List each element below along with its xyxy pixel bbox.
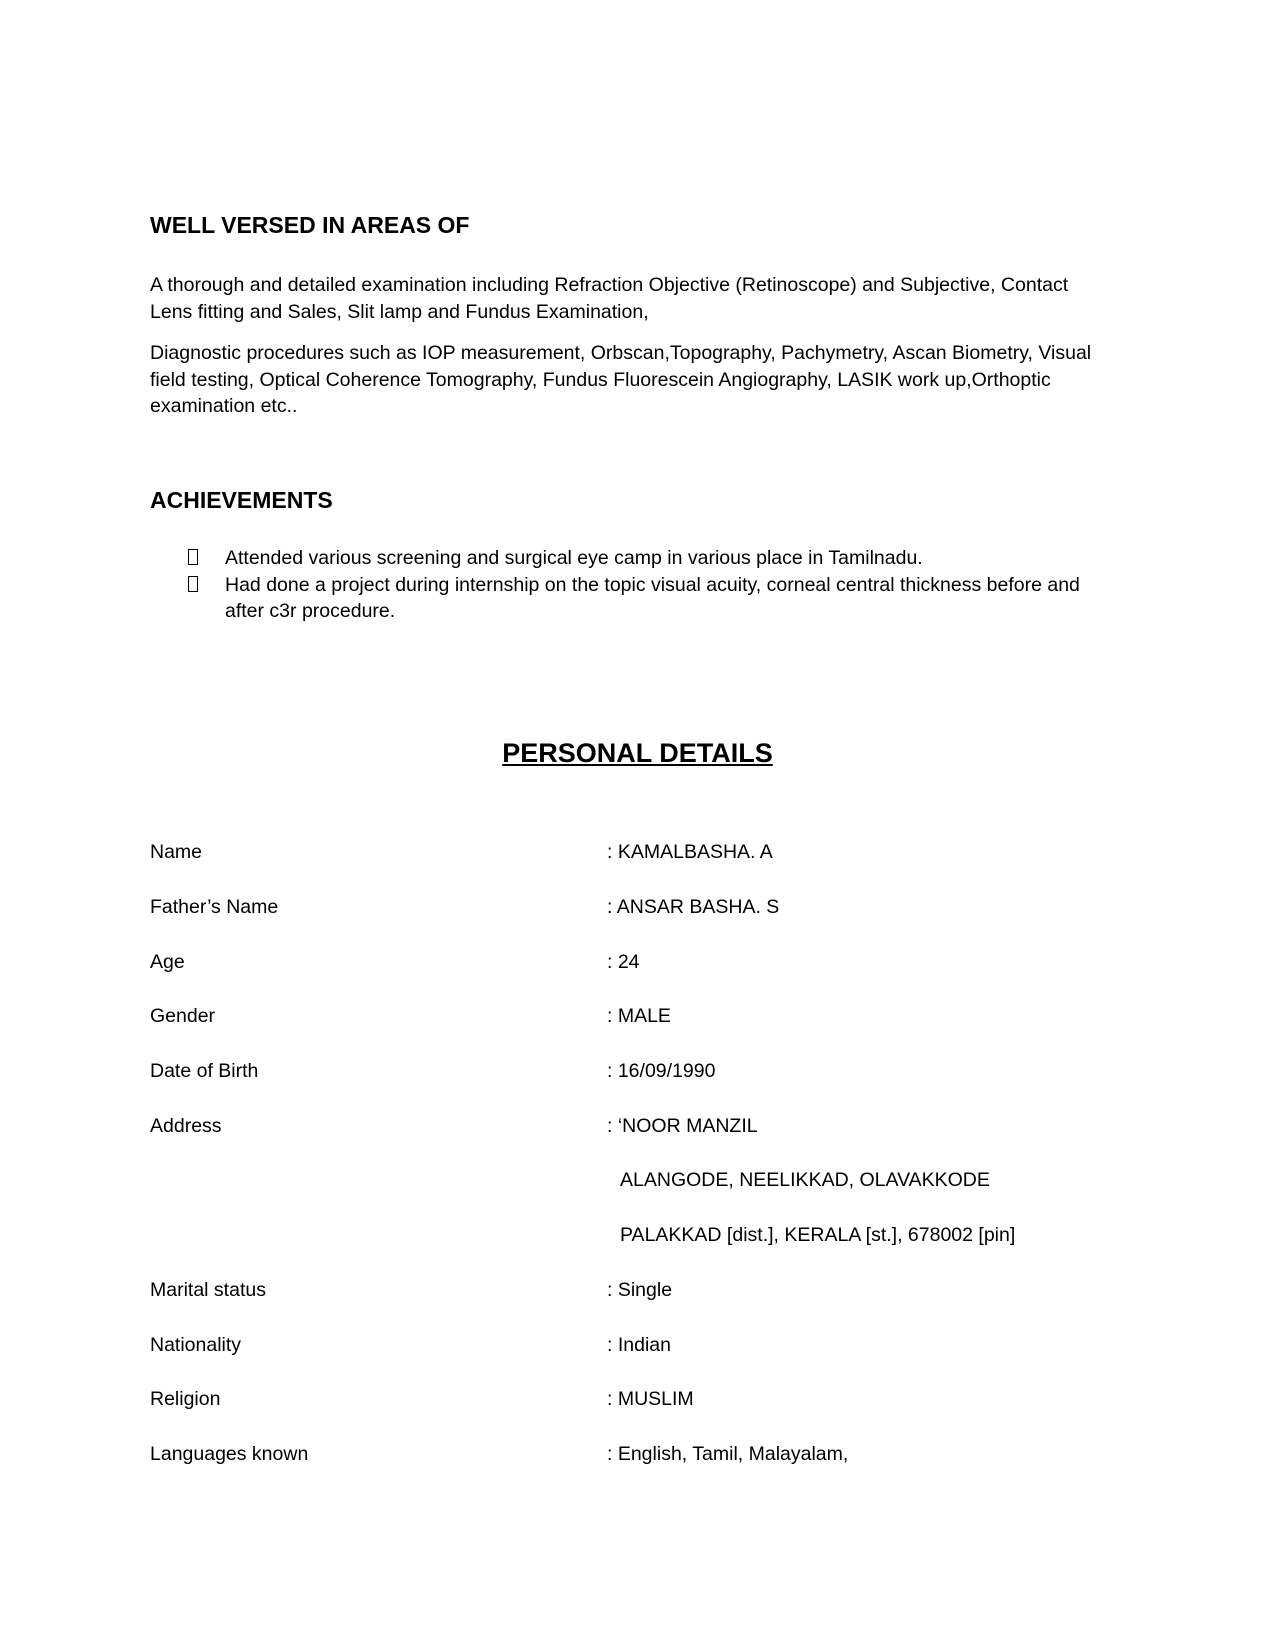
detail-value: : Indian (607, 1334, 671, 1356)
detail-row-nationality (150, 1331, 1110, 1359)
detail-value: ALANGODE, NEELIKKAD, OLAVAKKODE (620, 1169, 990, 1191)
personal-details-heading: PERSONAL DETAILS (502, 738, 773, 768)
achievements-list (150, 545, 1110, 625)
detail-value: : ANSAR BASHA. S (607, 896, 780, 918)
detail-label: Age (150, 951, 185, 973)
detail-value: : 24 (607, 951, 640, 973)
detail-row-address-line-2 (150, 1166, 1110, 1194)
well-versed-paragraph-1: A thorough and detailed examination including Refraction Objective (Retinoscope) and Subjective, Contact Lens fitting and Sales, Slit lamp and Fundus Examination, (150, 274, 1069, 323)
detail-row-name (150, 838, 1110, 866)
detail-row-languages (150, 1440, 1110, 1468)
detail-value: PALAKKAD [dist.], KERALA [st.], 678002 [pin] (620, 1224, 1016, 1246)
achievements-heading: ACHIEVEMENTS (150, 487, 333, 513)
achievement-item (150, 545, 1110, 572)
detail-label: Marital status (150, 1279, 266, 1301)
well-versed-paragraph-2: Diagnostic procedures such as IOP measurement, Orbscan,Topography, Pachymetry, Ascan Biometry, Visual field testing, Optical Coherence Tomography, Fundus Fluorescein Angiography, LASIK work up,Orthoptic examination etc.. (150, 342, 1092, 417)
detail-row-date-of-birth (150, 1057, 1110, 1085)
detail-label: Gender (150, 1005, 216, 1027)
detail-row-age (150, 948, 1110, 976)
well-versed-heading: WELL VERSED IN AREAS OF (150, 212, 470, 238)
detail-label: Date of Birth (150, 1060, 259, 1082)
detail-label: Nationality (150, 1334, 242, 1356)
detail-row-address-line-3 (150, 1221, 1110, 1249)
detail-row-marital-status (150, 1276, 1110, 1304)
detail-label: Address (150, 1115, 222, 1137)
detail-value: : English, Tamil, Malayalam, (607, 1443, 849, 1465)
achievement-item (150, 572, 1110, 625)
detail-value: : KAMALBASHA. A (607, 841, 773, 863)
achievement-text: Attended various screening and surgical eye camp in various place in Tamilnadu. (225, 547, 923, 569)
bullet-icon (188, 549, 198, 565)
detail-value: : 16/09/1990 (607, 1060, 716, 1082)
detail-value: : MUSLIM (607, 1388, 694, 1410)
detail-row-religion (150, 1385, 1110, 1413)
detail-label: Religion (150, 1388, 221, 1410)
detail-value: : ‘NOOR MANZIL (607, 1115, 758, 1137)
bullet-icon (188, 576, 198, 592)
detail-label: Name (150, 841, 203, 863)
detail-row-address (150, 1112, 1110, 1140)
detail-value: : Single (607, 1279, 673, 1301)
achievement-text: Had done a project during internship on the topic visual acuity, corneal central thickness before and after c3r procedure. (225, 573, 1080, 622)
detail-label: Languages known (150, 1443, 309, 1465)
detail-value: : MALE (607, 1005, 671, 1027)
detail-label: Father’s Name (150, 896, 279, 918)
detail-row-gender (150, 1002, 1110, 1030)
detail-row-fathers-name (150, 893, 1110, 921)
